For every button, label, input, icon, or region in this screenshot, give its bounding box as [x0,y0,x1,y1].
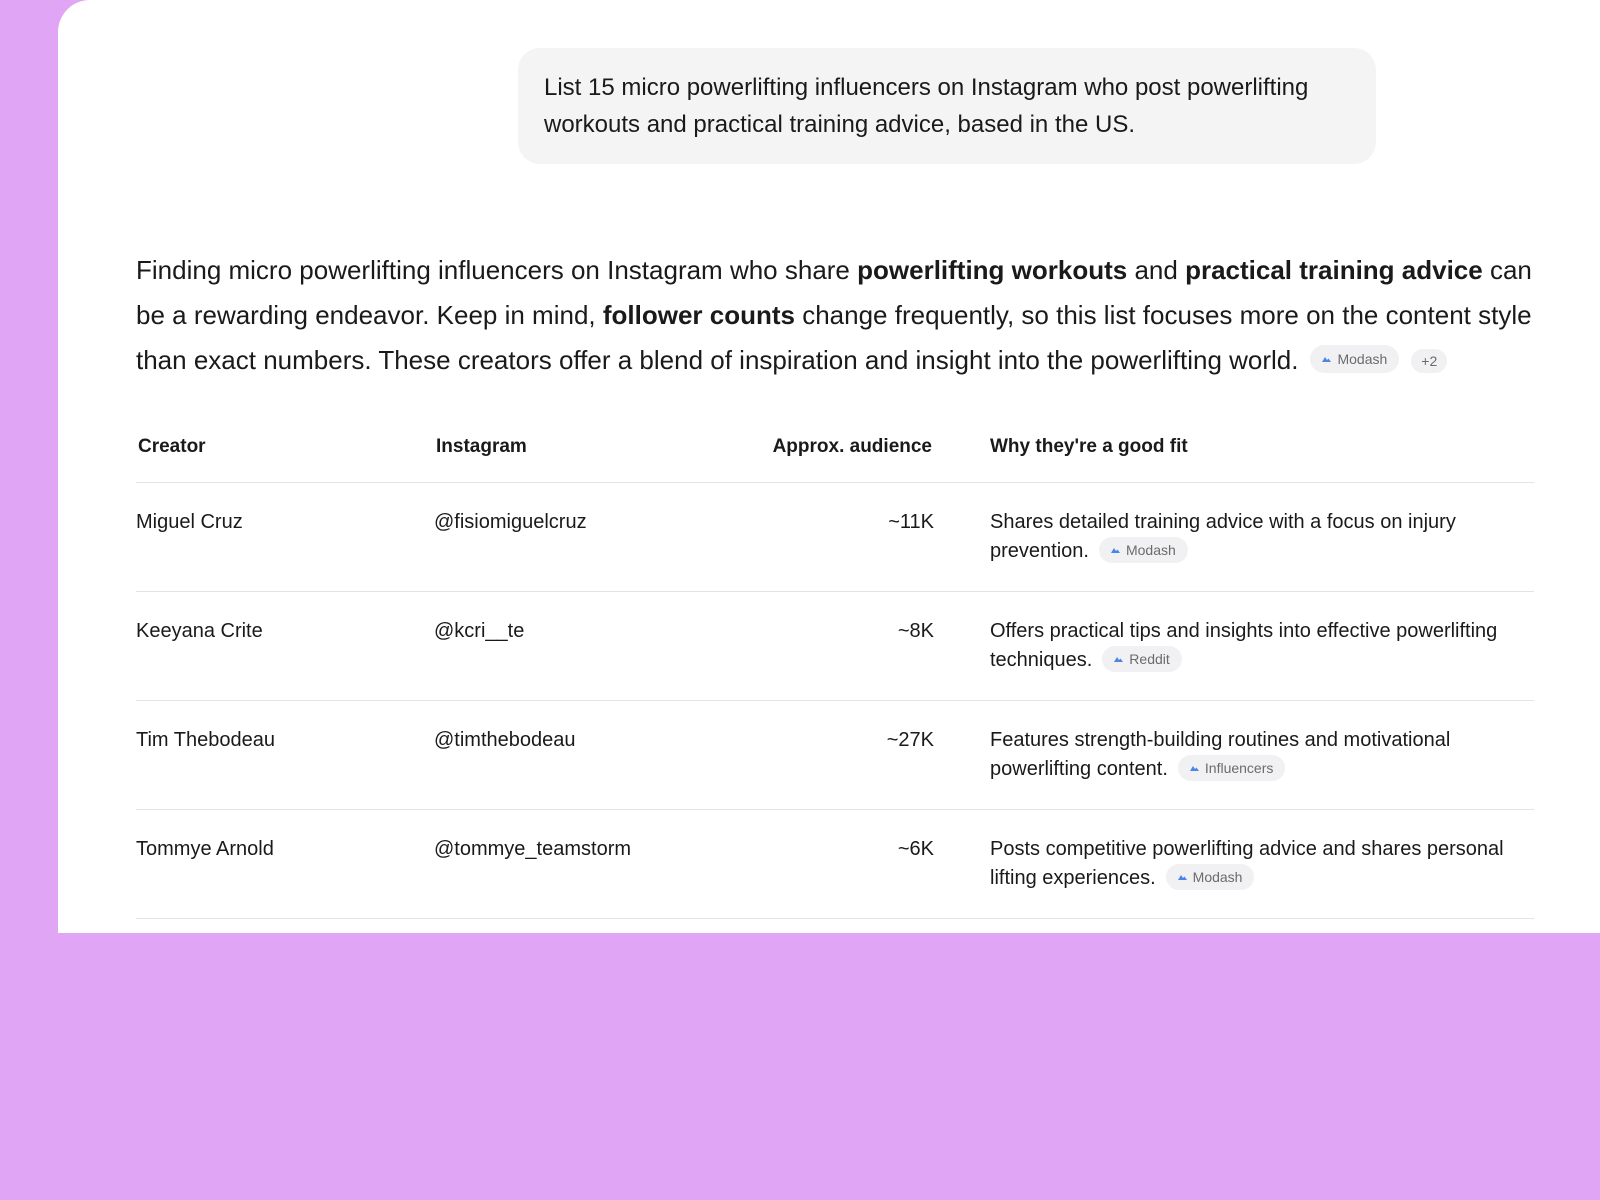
source-icon [1114,656,1123,662]
chat-window [58,0,1600,933]
table-row [136,810,1534,919]
cell-fit-text: Shares detailed training advice with a focus on injury prevention. [990,511,1456,562]
cell-fit [934,810,1534,919]
cell-instagram: @timthebodeau [434,701,734,810]
source-icon [1190,765,1199,771]
more-sources-chip[interactable]: +2 [1411,349,1447,373]
answer-bold-1: powerlifting workouts [857,255,1128,285]
source-chip-label: Influencers [1204,759,1274,776]
source-chip[interactable] [1166,864,1255,890]
cell-audience: ~8K [734,592,934,701]
cell-instagram: @fisiomiguelcruz [434,483,734,592]
source-chip[interactable] [1178,755,1285,781]
cell-creator: Miguel Cruz [136,483,434,592]
answer-bold-3: follower counts [602,300,795,330]
influencer-table [136,436,1534,919]
source-chip[interactable] [1099,537,1188,563]
cell-fit [934,483,1534,592]
cell-instagram: @kcri__te [434,592,734,701]
column-header-audience: Approx. audience [734,436,934,483]
source-chip[interactable] [1310,345,1399,373]
answer-bold-2: practical training advice [1185,255,1483,285]
source-icon [1111,547,1120,553]
answer-text-3: can be a rewarding endeavor. Keep in mind, [136,255,1532,330]
source-chip[interactable] [1102,646,1181,672]
source-chip-label: Reddit [1129,650,1170,667]
user-message-bubble [518,48,1376,164]
cell-instagram: @tommye_teamstorm [434,810,734,919]
user-message-text: List 15 micro powerlifting influencers on Instagram who post powerlifting workouts and practical training advice, based in the US. [544,74,1309,138]
answer-text-4: change frequently, so this list focuses more on the content style than exact numbers. These creators offer a blend of inspiration and insight into the powerlifting world. [136,300,1532,375]
assistant-answer [136,248,1556,383]
cell-creator: Keeyana Crite [136,592,434,701]
source-chip-label: Modash [1192,868,1243,885]
table-row [136,701,1534,810]
table-header-row [136,436,1534,483]
source-chip-label: Modash [1337,351,1388,368]
table-row [136,483,1534,592]
answer-text-1: Finding micro powerlifting influencers on Instagram who share [136,255,858,285]
source-icon [1178,874,1187,880]
cell-creator: Tommye Arnold [136,810,434,919]
cell-fit-text: Features strength-building routines and motivational powerlifting content. [990,729,1451,780]
cell-audience: ~6K [734,810,934,919]
source-chip-label: Modash [1125,541,1176,558]
table-row [136,592,1534,701]
cell-fit-text: Posts competitive powerlifting advice and shares personal lifting experiences. [990,838,1504,889]
cell-creator: Tim Thebodeau [136,701,434,810]
column-header-creator: Creator [136,436,434,483]
source-icon [1322,356,1331,362]
cell-fit-text: Offers practical tips and insights into effective powerlifting techniques. [990,620,1498,671]
cell-audience: ~11K [734,483,934,592]
cell-fit [934,592,1534,701]
column-header-fit: Why they're a good fit [934,436,1534,483]
cell-fit [934,701,1534,810]
column-header-instagram: Instagram [434,436,734,483]
answer-text-2: and [1127,255,1186,285]
cell-audience: ~27K [734,701,934,810]
